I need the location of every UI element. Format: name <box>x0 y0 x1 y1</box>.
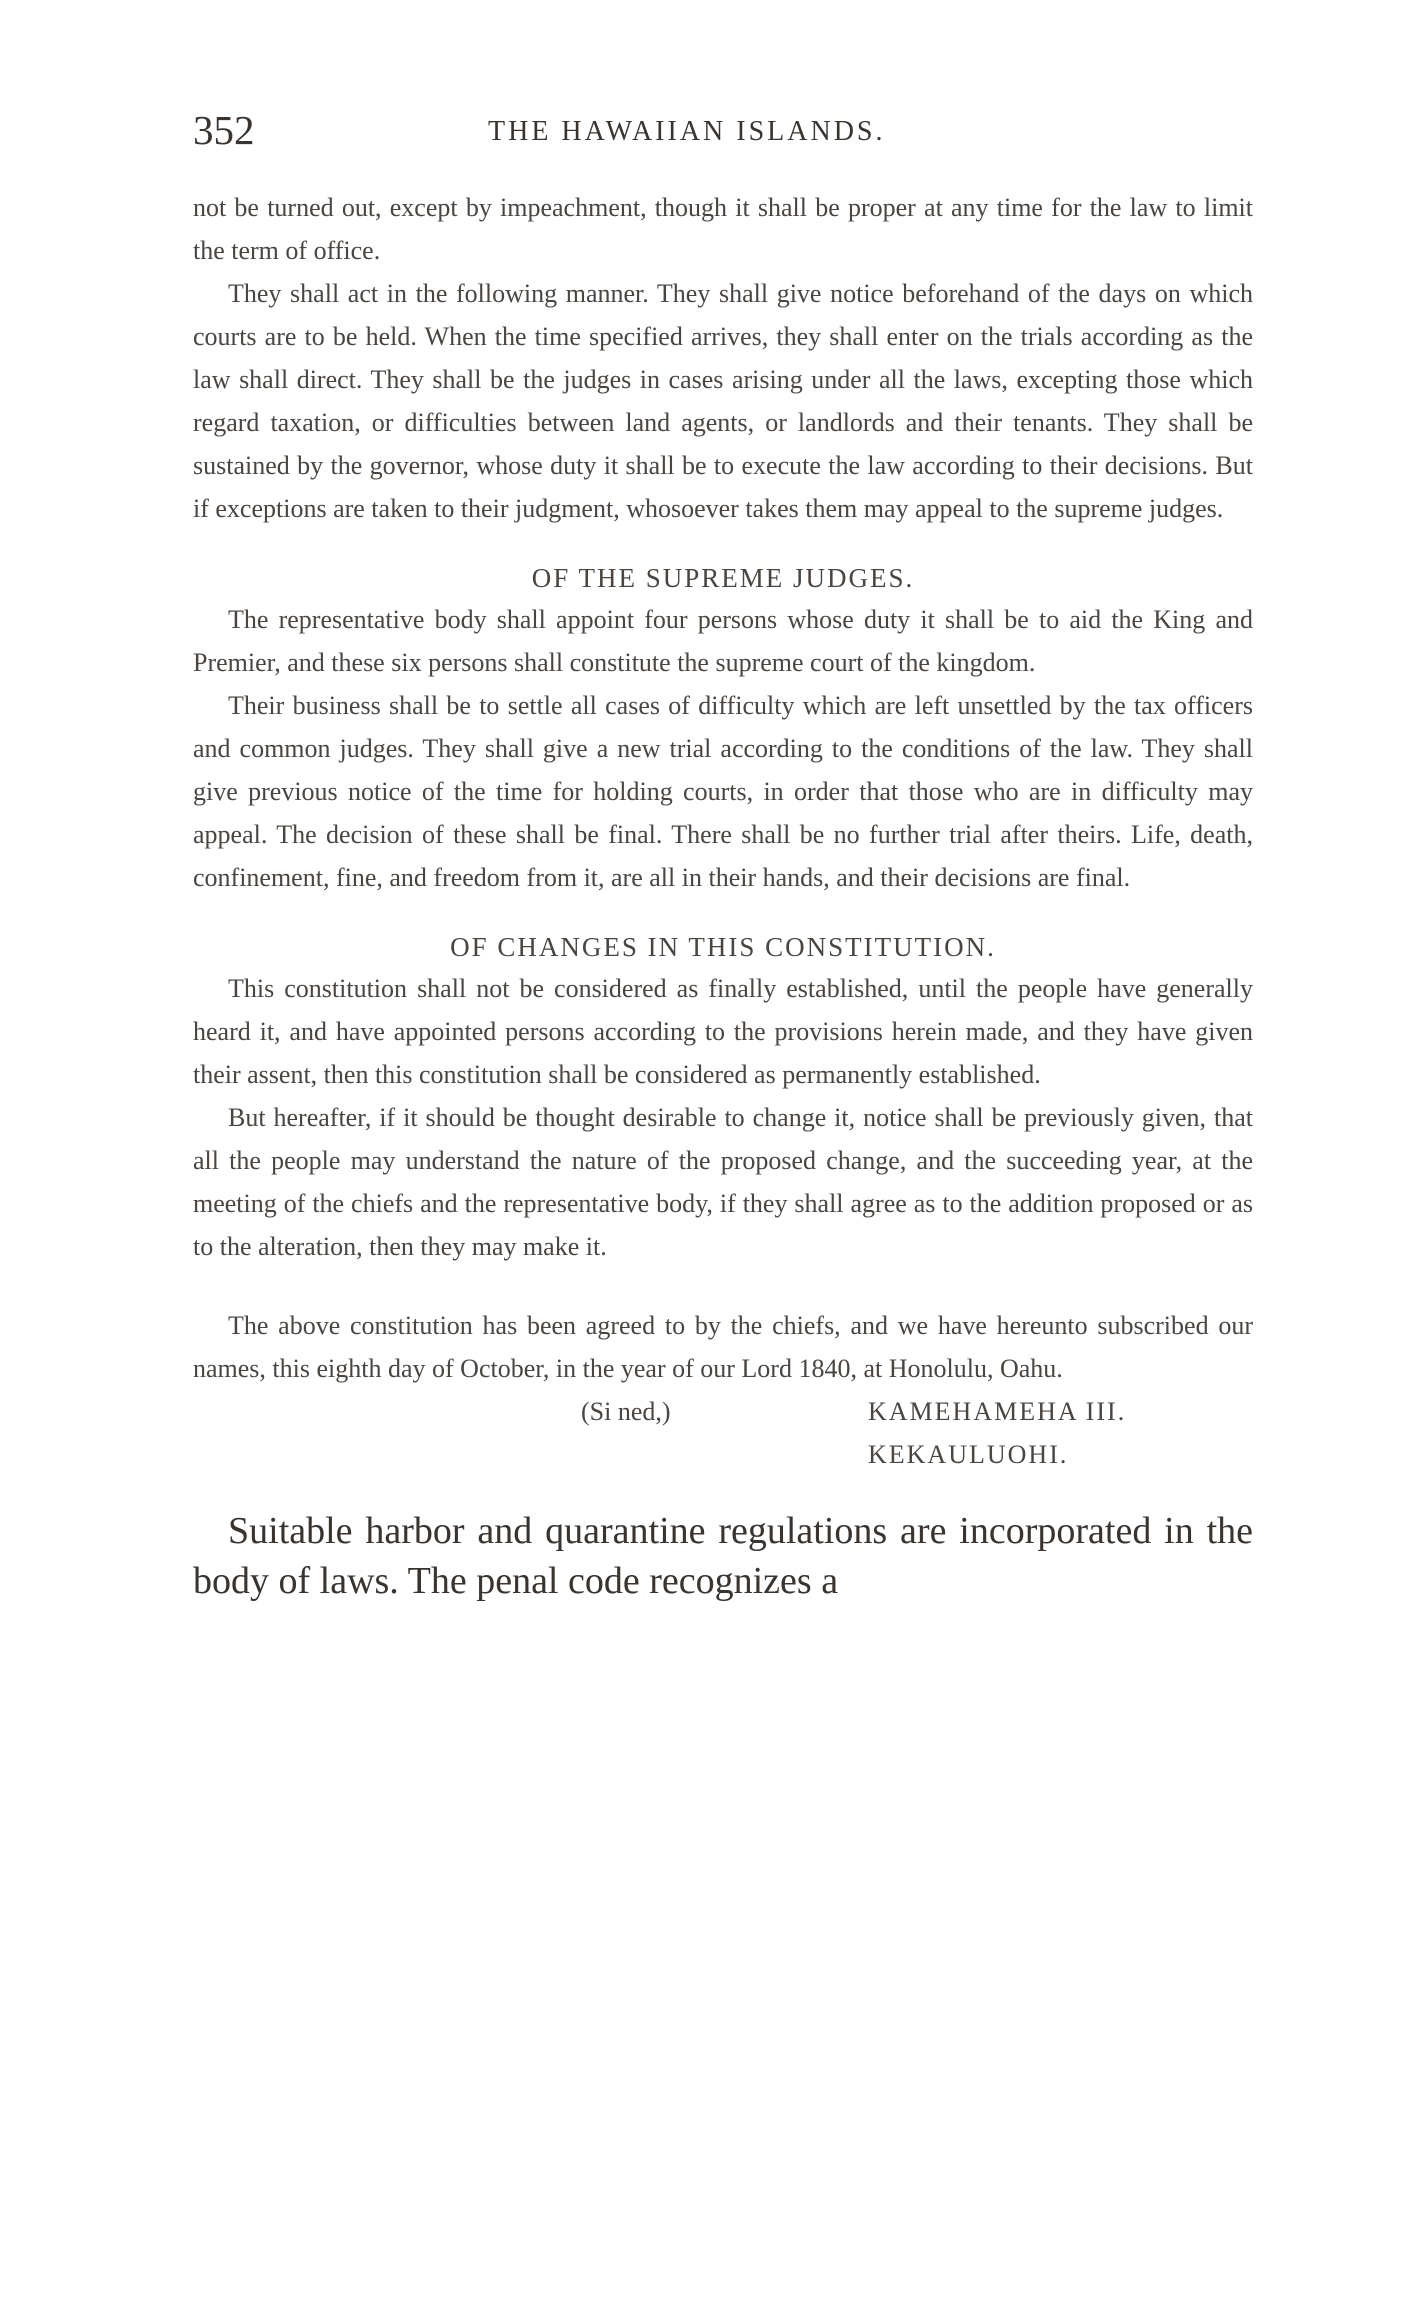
signature-line-2 <box>193 1433 1253 1476</box>
paragraph-court-procedure: They shall act in the following manner. They shall give notice beforehand of the days on which courts are to be held. When the time specified arrives, they shall enter on the trials according as the law shall direct. They shall be the judges in cases arising under all the laws, excepting those which regard taxation, or difficulties between land agents, or landlords and their tenants. They shall be sustained by the governor, whose duty it shall be to execute the law according to their decisions. But if exceptions are taken to their judgment, whosoever takes them may appeal to the supreme judges. <box>193 279 1253 523</box>
page-body <box>193 186 1253 1606</box>
paragraph-establishment: This constitution shall not be considered as finally established, until the people have generally heard it, and have appointed persons according to the provisions herein made, and they have given their assent, then this constitution shall be considered as permanently established. <box>193 974 1253 1089</box>
paragraph-supreme-court: The representative body shall appoint four persons whose duty it shall be to aid the King and Premier, and these six persons shall constitute the supreme court of the kingdom. <box>193 605 1253 677</box>
paragraph-supreme-business: Their business shall be to settle all cases of difficulty which are left unsettled by the tax officers and common judges. They shall give a new trial according to the conditions of the law. They shall give previous notice of the time for holding courts, in order that those who are in difficulty may appeal. The decision of these shall be final. There shall be no further trial after theirs. Life, death, confinement, fine, and freedom from it, are all in their hands, and their decisions are final. <box>193 691 1253 892</box>
paragraph-impeachment: not be turned out, except by impeachment, though it shall be proper at any time for the law to limit the term of office. <box>193 193 1253 265</box>
signatory-premier: KEKAULUOHI. <box>868 1440 1069 1469</box>
running-head: THE HAWAIIAN ISLANDS. <box>488 116 886 147</box>
page-number: 352 <box>193 107 255 153</box>
paragraph-agreement: The above constitution has been agreed to by the chiefs, and we have hereunto subscribed our names, this eighth day of October, in the year of our Lord 1840, at Honolulu, Oahu. <box>193 1311 1253 1383</box>
section-heading-supreme-judges: OF THE SUPREME JUDGES. <box>531 563 915 593</box>
section-heading-changes: OF CHANGES IN THIS CONSTITUTION. <box>450 932 996 962</box>
page-header <box>193 106 1253 166</box>
paragraph-amendment: But hereafter, if it should be thought desirable to change it, notice shall be previously given, that all the people may understand the nature of the proposed change, and the succeeding year, at the meeting of the chiefs and the representative body, if they shall agree as to the addition proposed or as to the alteration, then they may make it. <box>193 1103 1253 1261</box>
closing-paragraph: Suitable harbor and quarantine regulations are incorporated in the body of laws. The penal code recognizes a <box>193 1510 1253 1602</box>
signed-label: (Si ned,) <box>581 1397 671 1426</box>
signature-line <box>193 1390 1253 1433</box>
signatory-king: KAMEHAMEHA III. <box>868 1397 1127 1426</box>
